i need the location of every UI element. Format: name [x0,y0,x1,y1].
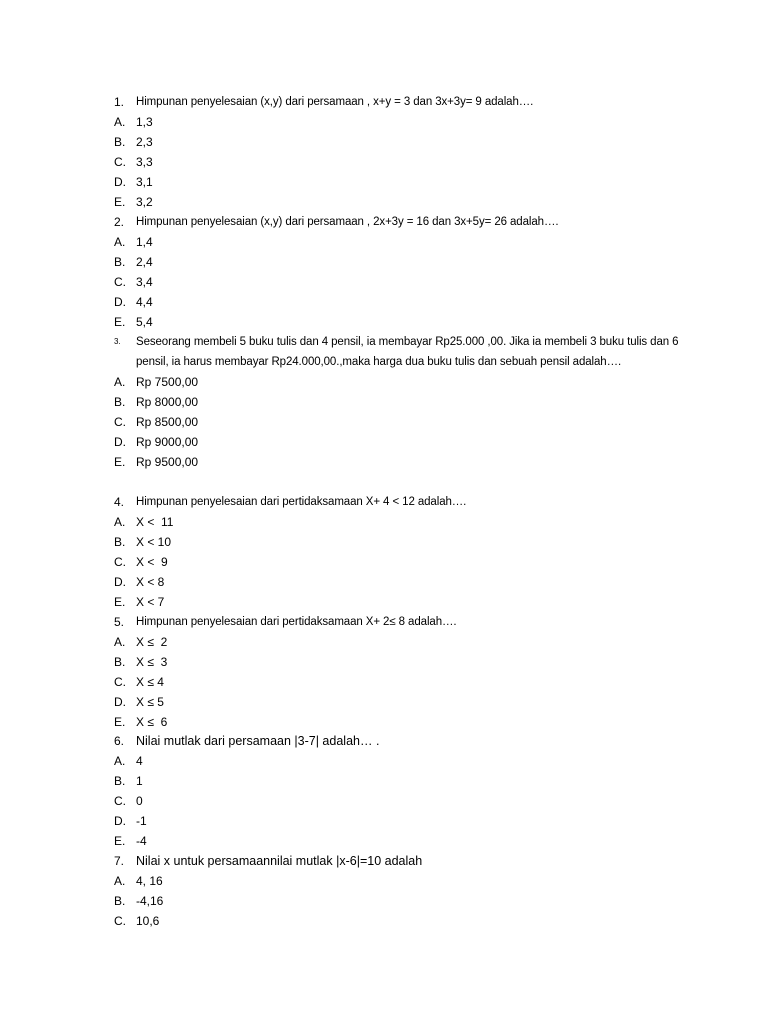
option-text: Rp 9500,00 [136,455,199,469]
option-b [114,771,694,791]
option-letter: B. [114,255,126,269]
question-number: 2. [114,215,125,229]
option-letter: D. [114,435,126,449]
option-c [114,272,694,292]
option-letter: E. [114,455,126,469]
option-e [114,712,694,732]
option-letter: C. [114,914,126,928]
option-text: 3,2 [136,195,153,209]
option-letter: D. [114,814,126,828]
question-5 [114,612,694,732]
option-text: -4,16 [136,894,164,908]
option-text: X < 8 [136,575,165,589]
option-letter: A. [114,874,126,888]
option-letter: B. [114,774,126,788]
option-letter: A. [114,754,126,768]
option-letter: D. [114,695,126,709]
option-c [114,552,694,572]
option-c [114,791,694,811]
option-text: 2,4 [136,255,153,269]
option-e [114,592,694,612]
option-b [114,252,694,272]
option-d [114,692,694,712]
option-e [114,831,694,851]
option-text: 0 [136,794,143,808]
option-letter: A. [114,515,126,529]
option-e [114,192,694,212]
option-e [114,452,694,472]
option-b [114,392,694,412]
option-text: X ≤ 3 [136,655,168,669]
question-number: 1. [114,95,125,109]
question-number: 3. [114,337,121,346]
option-letter: E. [114,834,126,848]
option-c [114,911,694,931]
option-text: Rp 7500,00 [136,375,199,389]
option-text: 4 [136,754,143,768]
option-letter: C. [114,675,126,689]
option-letter: B. [114,395,126,409]
option-letter: A. [114,375,126,389]
option-d [114,432,694,452]
option-text: X < 10 [136,535,172,549]
option-text: X < 9 [136,555,168,569]
option-d [114,292,694,312]
option-list [114,112,694,212]
option-c [114,152,694,172]
option-list [114,232,694,332]
option-text: Rp 8500,00 [136,415,199,429]
option-list [114,512,694,612]
option-a [114,512,694,532]
option-a [114,112,694,132]
option-text: 3,4 [136,275,153,289]
option-b [114,132,694,152]
question-7 [114,851,694,931]
option-letter: C. [114,275,126,289]
question-number: 7. [114,854,125,868]
question-text: Himpunan penyelesaian dari pertidaksamaan X+ 2≤ 8 adalah…. [136,616,457,628]
question-header [114,612,694,632]
option-a [114,372,694,392]
option-text: 3,1 [136,175,153,189]
question-text: Nilai mutlak dari persamaan |3-7| adalah… . [136,734,380,748]
option-b [114,532,694,552]
option-text: 3,3 [136,155,153,169]
option-d [114,811,694,831]
option-list [114,751,694,851]
option-list [114,372,694,472]
option-b [114,652,694,672]
option-letter: C. [114,555,126,569]
option-list [114,632,694,732]
question-number: 4. [114,495,125,509]
question-3 [114,332,694,472]
option-a [114,232,694,252]
option-text: 4,4 [136,295,153,309]
option-letter: C. [114,794,126,808]
question-header [114,492,694,512]
option-d [114,572,694,592]
option-text: 1,4 [136,235,153,249]
option-letter: B. [114,894,126,908]
question-2 [114,212,694,332]
option-a [114,632,694,652]
question-header [114,212,694,232]
option-text: Rp 9000,00 [136,435,199,449]
option-text: 5,4 [136,315,153,329]
option-text: 1,3 [136,115,153,129]
option-text: -4 [136,834,147,848]
question-6 [114,731,694,851]
option-d [114,172,694,192]
question-header [114,851,694,871]
option-text: X < 11 [136,515,174,529]
option-text: 1 [136,774,143,788]
option-text: X ≤ 4 [136,675,164,689]
option-letter: E. [114,715,126,729]
question-header [114,332,694,372]
question-4 [114,492,694,612]
question-header [114,92,694,112]
option-list [114,871,694,931]
option-letter: C. [114,415,126,429]
option-letter: B. [114,655,126,669]
option-c [114,672,694,692]
question-text: Nilai x untuk persamaannilai mutlak |x-6|=10 adalah [136,854,423,868]
question-text: Himpunan penyelesaian (x,y) dari persamaan , 2x+3y = 16 dan 3x+5y= 26 adalah…. [136,216,559,228]
option-letter: A. [114,235,126,249]
option-text: -1 [136,814,147,828]
option-letter: A. [114,635,126,649]
question-1 [114,92,694,212]
option-text: X ≤ 6 [136,715,168,729]
option-c [114,412,694,432]
question-text: Himpunan penyelesaian dari pertidaksamaan X+ 4 < 12 adalah…. [136,496,467,508]
option-b [114,891,694,911]
question-text: Seseorang membeli 5 buku tulis dan 4 pensil, ia membayar Rp25.000 ,00. Jika ia membeli 3 buku tulis dan 6 pensil, ia harus membayar Rp24.000,00.,maka harga dua buku tulis dan sebuah pensil adalah…. [136,336,679,368]
question-header [114,731,694,751]
option-letter: D. [114,175,126,189]
option-letter: D. [114,295,126,309]
option-letter: C. [114,155,126,169]
option-letter: B. [114,135,126,149]
option-letter: E. [114,595,126,609]
option-text: X < 7 [136,595,165,609]
option-a [114,751,694,771]
option-text: X ≤ 5 [136,695,164,709]
option-letter: E. [114,195,126,209]
question-number: 5. [114,615,125,629]
option-text: Rp 8000,00 [136,395,199,409]
option-e [114,312,694,332]
option-letter: B. [114,535,126,549]
option-a [114,871,694,891]
option-letter: A. [114,115,126,129]
option-text: 10,6 [136,914,160,928]
option-letter: E. [114,315,126,329]
option-text: 2,3 [136,135,153,149]
option-text: 4, 16 [136,874,163,888]
question-text: Himpunan penyelesaian (x,y) dari persamaan , x+y = 3 dan 3x+3y= 9 adalah…. [136,96,534,108]
option-text: X ≤ 2 [136,635,168,649]
option-letter: D. [114,575,126,589]
question-number: 6. [114,734,125,748]
